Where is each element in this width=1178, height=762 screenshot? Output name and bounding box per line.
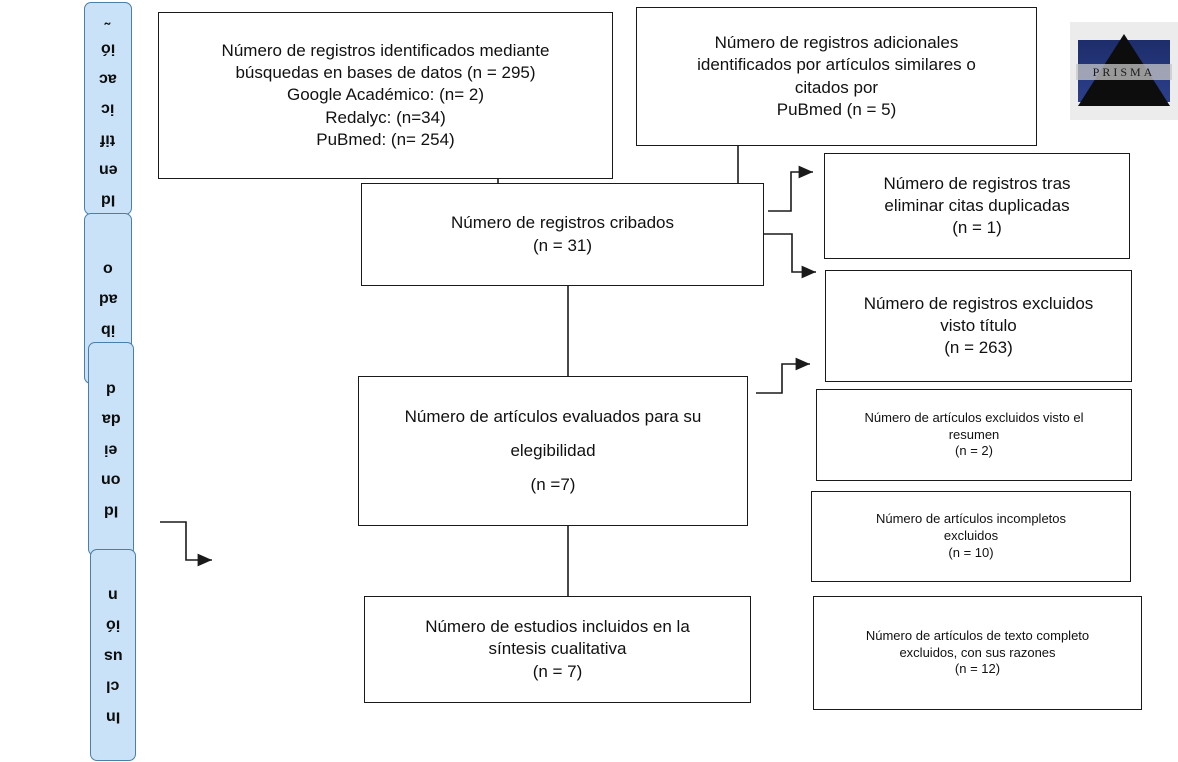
excluded-abstract-line-2: (n = 2)	[955, 443, 993, 459]
phase-label-chunk: da	[101, 410, 121, 428]
phase-label-chunk: In	[105, 707, 121, 725]
phase-tab-inclusion	[90, 549, 136, 761]
phase-label-chunk: ac	[99, 70, 117, 88]
incomplete-line-2: (n = 10)	[948, 544, 994, 560]
phase-label-chunk: us	[103, 647, 123, 665]
incomplete-line-1: excluidos	[943, 528, 999, 544]
box-databases	[158, 12, 613, 179]
fulltext-excluded-line-0: Número de artículos de texto completo	[865, 627, 1090, 643]
phase-label-chunk: tif	[100, 131, 116, 149]
included-line-2: (n = 7)	[532, 661, 583, 681]
screened-line-1: (n = 31)	[532, 235, 593, 255]
phase-label-chunk: en	[98, 161, 118, 179]
databases-line-1: búsquedas en bases de datos (n = 295)	[235, 63, 536, 83]
excluded-title-line-2: (n = 263)	[944, 338, 1013, 358]
box-excluded-abstract	[816, 389, 1132, 481]
duplicates-line-0: Número de registros tras	[883, 173, 1071, 193]
phase-label-chunk: ió	[105, 616, 121, 634]
arrow-to-duplicates	[768, 172, 813, 211]
phase-label-chunk: n	[108, 586, 118, 604]
phase-label-chunk: d	[106, 380, 116, 398]
box-screened	[361, 183, 764, 286]
box-included	[364, 596, 751, 703]
excluded-abstract-line-1: resumen	[948, 426, 1000, 442]
incomplete-line-0: Número de artículos incompletos	[875, 511, 1067, 527]
box-additional-records	[636, 7, 1037, 146]
excluded-title-line-0: Número de registros excluidos	[863, 293, 1094, 313]
phase-label-chunk: cl	[106, 677, 120, 695]
excluded-abstract-line-0: Número de artículos excluidos visto el	[864, 409, 1084, 425]
eligibility-line-1: elegibilidad	[510, 440, 596, 460]
box-excluded-title	[825, 270, 1132, 382]
additional-line-0: Número de registros adicionales	[714, 33, 959, 53]
phase-label-chunk: ei	[104, 441, 118, 459]
databases-line-2: Google Académico: (n= 2)	[286, 85, 485, 105]
phase-tab-eligibility	[88, 342, 134, 556]
databases-line-0: Número de registros identificados mediante	[221, 41, 550, 61]
box-duplicates-removed	[824, 153, 1130, 259]
databases-line-3: Redalyc: (n=34)	[325, 107, 446, 127]
additional-line-2: citados por	[794, 77, 879, 97]
arrow-to-excluded-abstract	[756, 364, 810, 393]
phase-tab-identification	[84, 2, 132, 215]
duplicates-line-2: (n = 1)	[952, 218, 1002, 238]
phase-label-chunk: ˜	[105, 9, 111, 27]
phase-label-chunk: on	[101, 471, 121, 489]
prisma-logo	[1070, 22, 1178, 120]
prisma-logo-text: PRISMA	[1092, 65, 1156, 79]
phase-label-chunk: ió	[100, 39, 116, 57]
fulltext-excluded-line-2: (n = 12)	[954, 661, 1001, 677]
phase-label-chunk: o	[103, 260, 113, 278]
box-incomplete-excluded	[811, 491, 1131, 582]
eligibility-line-0: Número de artículos evaluados para su	[404, 406, 702, 426]
phase-label-chunk: ic	[101, 100, 115, 118]
databases-line-4: PuBmed: (n= 254)	[316, 129, 455, 149]
phase-label-chunk: ad	[98, 290, 118, 308]
eligibility-line-2: (n =7)	[530, 475, 576, 495]
included-line-0: Número de estudios incluidos en la	[425, 617, 690, 637]
included-line-1: síntesis cualitativa	[488, 639, 627, 659]
additional-line-1: identificados por artículos similares o	[697, 55, 976, 75]
excluded-title-line-1: visto título	[940, 315, 1017, 335]
duplicates-line-1: eliminar citas duplicadas	[884, 195, 1070, 215]
additional-line-3: PuBmed (n = 5)	[776, 99, 897, 119]
box-eligibility	[358, 376, 748, 526]
arrow-to-excluded-title	[764, 234, 816, 272]
phase-label-chunk: Id	[100, 191, 116, 209]
phase-label-chunk: Id	[103, 501, 119, 519]
box-fulltext-excluded	[813, 596, 1142, 710]
prisma-logo-graphic	[1076, 30, 1172, 112]
arrow-left-side	[160, 522, 212, 560]
screened-line-0: Número de registros cribados	[451, 213, 674, 233]
fulltext-excluded-line-1: excluidos, con sus razones	[899, 644, 1056, 660]
phase-label-chunk: ib	[100, 321, 116, 339]
